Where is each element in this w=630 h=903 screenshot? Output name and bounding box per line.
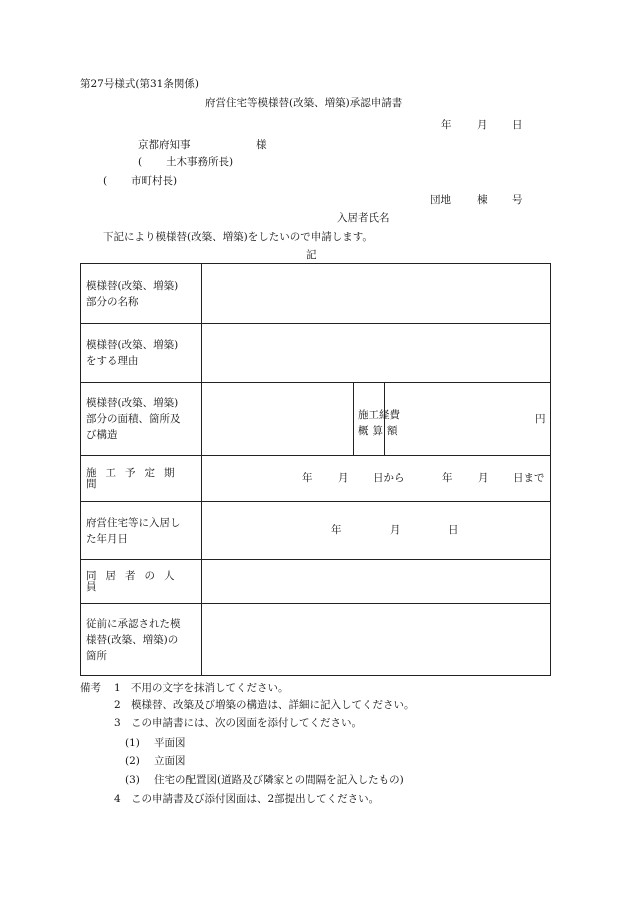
area-structure-label-line1: 模様替(改築、増築) [86,397,179,409]
note-3a-number: (1) [125,737,140,749]
period-end-day-until: 日まで [513,472,545,484]
note-3b-number: (2) [125,755,140,767]
note-2-text: 模様替、改築及び増築の構造は、詳細に記入してください。 [131,699,415,711]
period-start-month: 月 [338,472,349,484]
date-year-label: 年 [441,119,452,131]
move-in-month: 月 [390,524,401,536]
tou-label: 棟 [477,194,488,206]
previous-approved-label-line1: 従前に承認された模 [86,617,181,630]
intro-text: 下記により模様替(改築、増築)をしたいので申請します。 [103,231,373,243]
gou-label: 号 [512,194,523,206]
previous-approved-label-line2: 様替(改築、増築)の [86,633,179,646]
construction-period-label: 施工予定期間 [86,467,184,490]
construction-period-label-cell [81,456,202,501]
move-in-date-label-line2: た年月日 [86,532,128,545]
period-start-day-from: 日から [373,472,405,484]
renovation-reason-label-line1: 模様替(改築、増築) [86,339,179,351]
area-structure-label-line2: 部分の面積、箇所及 [86,413,181,425]
area-structure-label-cell [81,383,202,455]
note-4-text: この申請書及び添付図面は、2部提出してください。 [131,793,380,805]
application-form-table [80,263,551,676]
renovation-name-label-cell [81,264,202,323]
cohabitants-label-cell [81,560,202,603]
renovation-name-label-line1: 模様替(改築、増築) [86,279,179,292]
note-3c-number: (3) [125,774,140,786]
move-in-day: 日 [448,524,459,536]
note-3b-text: 立面図 [154,755,186,767]
period-end-year: 年 [442,472,453,484]
note-3a-text: 平面図 [154,737,186,749]
row-previous-approved [81,604,550,675]
previous-approved-label-cell [81,604,202,675]
note-3-text: この申請書には、次の図面を添付してください。 [131,717,362,729]
cost-estimate-label [358,407,402,439]
row-renovation-name [81,264,550,324]
note-2-number: 2 [114,699,121,711]
note-4-number: 4 [114,793,121,805]
cost-estimate-label-line1: 施工経費 [358,409,400,421]
ki-label: 記 [306,249,317,261]
addressee-honorific: 様 [256,139,267,151]
period-end-month: 月 [478,472,489,484]
note-1-number: 1 [114,682,121,694]
date-month-label: 月 [477,119,488,131]
page-title: 府営住宅等模様替(改築、増築)承認申請書 [205,97,403,109]
move-in-date-label-cell [81,502,202,559]
addressee-city: 市町村長) [131,175,178,187]
row-move-in-date [81,502,550,560]
row-cohabitants [81,560,550,604]
danchi-label: 団地 [430,194,451,206]
cost-estimate-label-line2: 概算額 [358,425,402,437]
cohabitants-label: 同居者の人員 [86,570,184,593]
cost-divider-left [353,383,354,455]
note-3c-text: 住宅の配置図(道路及び隣家との間隔を記入したもの) [154,774,404,786]
form-number: 第27号様式(第31条関係) [80,78,199,90]
addressee-office-paren: ( [138,156,143,168]
row-renovation-reason [81,324,550,383]
renovation-reason-label-line2: をする理由 [86,355,139,367]
row-construction-period [81,456,550,502]
area-structure-label-line3: び構造 [86,429,118,441]
date-day-label: 日 [512,119,523,131]
yen-unit: 円 [535,413,546,425]
move-in-date-label-line1: 府営住宅等に入居し [86,516,181,529]
move-in-year: 年 [331,524,342,536]
note-1-text: 不用の文字を抹消してください。 [131,682,289,694]
renovation-name-label-line2: 部分の名称 [86,295,139,308]
resident-name-label: 入居者氏名 [337,212,390,224]
period-start-year: 年 [302,472,313,484]
addressee-office: 土木事務所長) [166,156,234,168]
notes-label: 備考 [80,682,101,694]
renovation-reason-label-cell [81,324,202,382]
addressee-governor: 京都府知事 [138,139,191,151]
addressee-city-paren: ( [103,175,108,187]
previous-approved-label-line3: 箇所 [86,649,107,662]
note-3-number: 3 [114,717,121,729]
row-area-structure [81,383,550,456]
